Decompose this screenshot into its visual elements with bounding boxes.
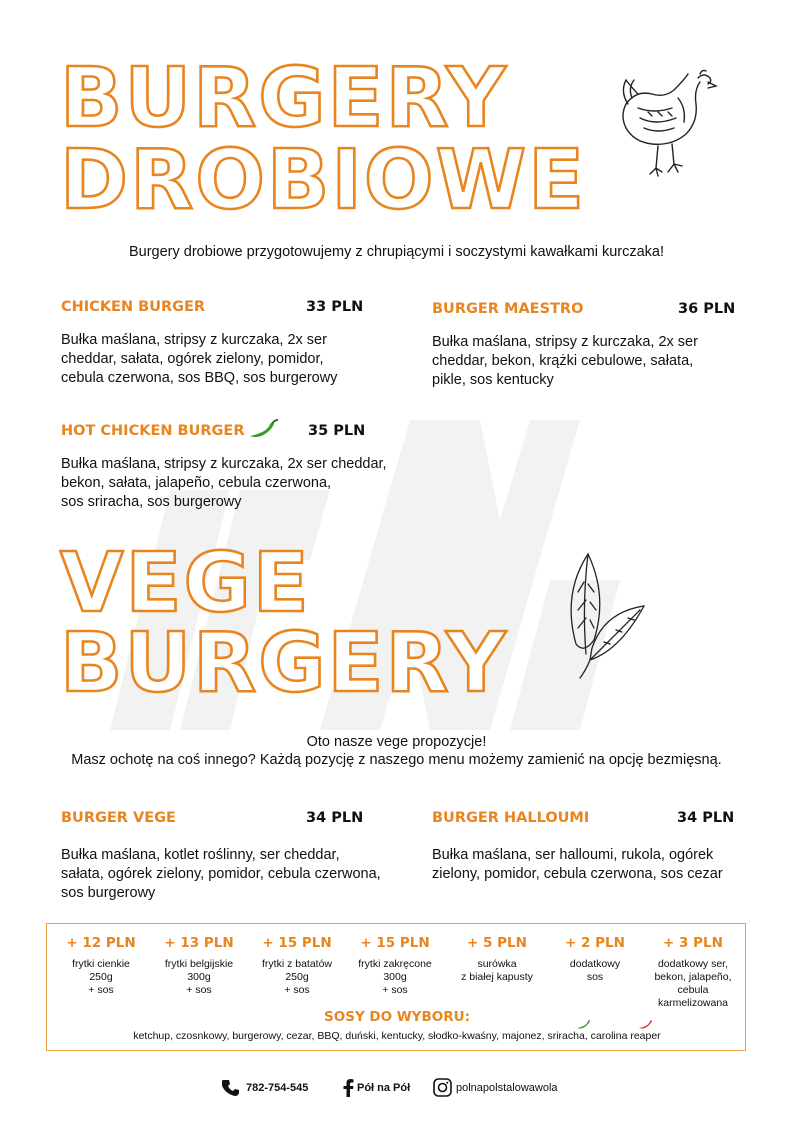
desc-line: pikle, sos kentucky xyxy=(432,372,554,388)
extra-desc-line: frytki z batatów xyxy=(261,958,333,970)
extra-price: + 13 PLN xyxy=(164,935,234,951)
vege-intro-line1: Oto nasze vege propozycje! xyxy=(306,734,487,750)
desc-line: Bułka maślana, kotlet roślinny, ser cheddar, xyxy=(61,847,340,863)
extra-desc xyxy=(151,958,247,997)
extra-desc xyxy=(547,958,643,984)
item-desc-burger-halloumi xyxy=(432,846,723,884)
facebook-icon xyxy=(342,1079,354,1097)
extra-desc xyxy=(249,958,345,997)
extras-box xyxy=(46,923,746,1051)
desc-line: sałata, ogórek zielony, pomidor, cebula czerwona, xyxy=(61,866,381,882)
item-price-burger-halloumi: 34 PLN xyxy=(677,810,735,826)
desc-line: sos sriracha, sos burgerowy xyxy=(61,494,242,510)
extra-desc xyxy=(645,958,741,1010)
vege-title-line2: BURGERY xyxy=(60,616,508,711)
chili-pepper-icon xyxy=(246,418,280,442)
extra-desc-line: 250g xyxy=(285,971,309,983)
sauces-list: ketchup, czosnkowy, burgerowy, cezar, BBQ, duński, kentucky, słodko-kwaśny, majonez, sriracha, carolina reaper xyxy=(133,1030,661,1042)
extra-desc xyxy=(53,958,149,997)
desc-line: Bułka maślana, stripsy z kurczaka, 2x ser xyxy=(61,332,327,348)
extra-desc-line: surówka xyxy=(477,958,517,970)
extra-desc-line: 250g xyxy=(89,971,113,983)
item-name-hot-chicken-burger: HOT CHICKEN BURGER xyxy=(61,423,245,439)
extra-price: + 3 PLN xyxy=(663,935,723,951)
item-desc-hot-chicken-burger xyxy=(61,455,387,512)
item-desc-burger-vege xyxy=(61,846,381,903)
desc-line: Bułka maślana, stripsy z kurczaka, 2x ser xyxy=(432,334,698,350)
extra-item xyxy=(449,935,545,984)
extra-desc-line: cebula xyxy=(677,984,709,996)
poultry-title-line1: BURGERY xyxy=(60,51,508,146)
phone-icon xyxy=(222,1079,240,1097)
poultry-title-line2: DROBIOWE xyxy=(60,133,587,228)
item-name-chicken-burger: CHICKEN BURGER xyxy=(61,299,206,315)
item-name-burger-halloumi: BURGER HALLOUMI xyxy=(432,810,590,826)
desc-line: cheddar, sałata, ogórek zielony, pomidor, xyxy=(61,351,324,367)
vege-intro-line2: Masz ochotę na coś innego? Każdą pozycję z naszego menu możemy zamienić na opcję bezmięsną. xyxy=(71,752,722,768)
desc-line: Bułka maślana, ser halloumi, rukola, ogórek xyxy=(432,847,714,863)
desc-line: cebula czerwona, sos BBQ, sos burgerowy xyxy=(61,370,338,386)
extra-item xyxy=(151,935,247,997)
extra-desc-line: 300g xyxy=(187,971,211,983)
extra-desc-line: dodatkowy xyxy=(569,958,621,970)
extra-desc-line: frytki cienkie xyxy=(72,958,130,970)
extra-price: + 15 PLN xyxy=(262,935,332,951)
extra-item xyxy=(347,935,443,997)
desc-line: cheddar, bekon, krążki cebulowe, sałata, xyxy=(432,353,694,369)
item-price-burger-vege: 34 PLN xyxy=(306,810,364,826)
extra-desc xyxy=(347,958,443,997)
extra-desc-line: sos xyxy=(586,971,604,983)
item-name-burger-vege: BURGER VEGE xyxy=(61,810,176,826)
extra-desc-line: + sos xyxy=(382,984,408,996)
extra-desc-line: frytki zakręcone xyxy=(358,958,432,970)
desc-line: zielony, pomidor, cebula czerwona, sos cezar xyxy=(432,866,723,882)
sauces-title: SOSY DO WYBORU: xyxy=(324,1009,470,1025)
desc-line: Bułka maślana, stripsy z kurczaka, 2x ser cheddar, xyxy=(61,456,387,472)
item-price-chicken-burger: 33 PLN xyxy=(306,299,364,315)
item-price-burger-maestro: 36 PLN xyxy=(678,301,736,317)
footer-instagram[interactable]: polnapolstalowawola xyxy=(456,1082,558,1094)
extra-price: + 12 PLN xyxy=(66,935,136,951)
extra-desc xyxy=(449,958,545,984)
item-desc-chicken-burger xyxy=(61,331,337,388)
poultry-intro-text: Burgery drobiowe przygotowujemy z chrupiącymi i soczystymi kawałkami kurczaka! xyxy=(128,244,665,260)
extra-desc-line: karmelizowana xyxy=(657,997,729,1009)
extra-desc-line: frytki belgijskie xyxy=(164,958,234,970)
extra-desc-line: + sos xyxy=(186,984,212,996)
extra-desc-line: bekon, jalapeño, xyxy=(654,971,732,983)
chicken-illustration xyxy=(618,68,720,186)
extra-price: + 15 PLN xyxy=(360,935,430,951)
footer-facebook[interactable]: Pół na Pół xyxy=(357,1082,411,1094)
leaf-illustration xyxy=(560,552,650,682)
desc-line: bekon, sałata, jalapeño, cebula czerwona, xyxy=(61,475,332,491)
item-price-hot-chicken-burger: 35 PLN xyxy=(308,423,366,439)
extra-price: + 5 PLN xyxy=(467,935,527,951)
item-name-burger-maestro: BURGER MAESTRO xyxy=(432,301,584,317)
desc-line: sos burgerowy xyxy=(61,885,156,901)
extra-desc-line: dodatkowy ser, xyxy=(657,958,729,970)
extra-item xyxy=(645,935,741,1010)
extra-desc-line: 300g xyxy=(383,971,407,983)
extra-desc-line: z białej kapusty xyxy=(461,971,533,983)
extra-item xyxy=(547,935,643,984)
extra-price: + 2 PLN xyxy=(565,935,625,951)
extra-item xyxy=(249,935,345,997)
extra-desc-line: + sos xyxy=(88,984,114,996)
item-desc-burger-maestro xyxy=(432,333,698,390)
vege-title-line1: VEGE xyxy=(60,536,311,631)
mild-chili-icon xyxy=(575,1018,593,1030)
footer-phone[interactable]: 782-754-545 xyxy=(246,1082,309,1094)
hot-chili-icon xyxy=(637,1018,655,1030)
extra-desc-line: + sos xyxy=(284,984,310,996)
instagram-icon xyxy=(433,1078,452,1097)
extra-item xyxy=(53,935,149,997)
